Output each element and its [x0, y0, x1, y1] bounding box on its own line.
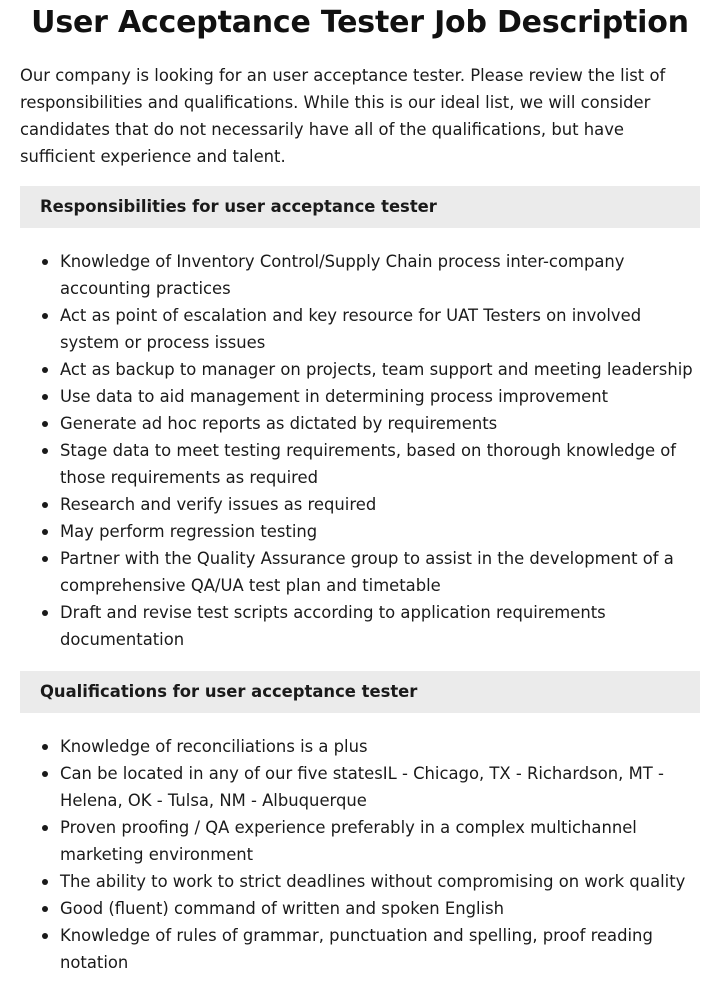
- qualifications-list: [20, 733, 700, 976]
- list-item: Good (fluent) command of written and spoken English: [60, 895, 700, 922]
- list-item: Knowledge of Inventory Control/Supply Chain process inter-company accounting practices: [60, 248, 700, 302]
- list-item: Can be located in any of our five statesIL - Chicago, TX - Richardson, MT - Helena, OK - Tulsa, NM - Albuquerque: [60, 760, 700, 814]
- list-item: Proven proofing / QA experience preferably in a complex multichannel marketing environment: [60, 814, 700, 868]
- intro-paragraph: Our company is looking for an user acceptance tester. Please review the list of responsibilities and qualifications. While this is our ideal list, we will consider candidates that do not necessarily have all of the qualifications, but have sufficient experience and talent.: [20, 66, 666, 166]
- list-item: Act as point of escalation and key resource for UAT Testers on involved system or process issues: [60, 302, 700, 356]
- list-item: Knowledge of reconciliations is a plus: [60, 733, 700, 760]
- list-item: Stage data to meet testing requirements, based on thorough knowledge of those requirements as required: [60, 437, 700, 491]
- list-item: Knowledge of rules of grammar, punctuation and spelling, proof reading notation: [60, 922, 700, 976]
- list-item: Act as backup to manager on projects, team support and meeting leadership: [60, 356, 700, 383]
- list-item: Partner with the Quality Assurance group to assist in the development of a comprehensive QA/UA test plan and timetable: [60, 545, 700, 599]
- responsibilities-list: [20, 248, 700, 653]
- list-item: Draft and revise test scripts according to application requirements documentation: [60, 599, 700, 653]
- list-item: May perform regression testing: [60, 518, 700, 545]
- responsibilities-heading: Responsibilities for user acceptance tester: [20, 186, 700, 228]
- qualifications-heading: Qualifications for user acceptance tester: [20, 671, 700, 713]
- list-item: Use data to aid management in determining process improvement: [60, 383, 700, 410]
- list-item: Generate ad hoc reports as dictated by requirements: [60, 410, 700, 437]
- list-item: Research and verify issues as required: [60, 491, 700, 518]
- list-item: The ability to work to strict deadlines without compromising on work quality: [60, 868, 700, 895]
- page-title: User Acceptance Tester Job Description: [31, 5, 689, 40]
